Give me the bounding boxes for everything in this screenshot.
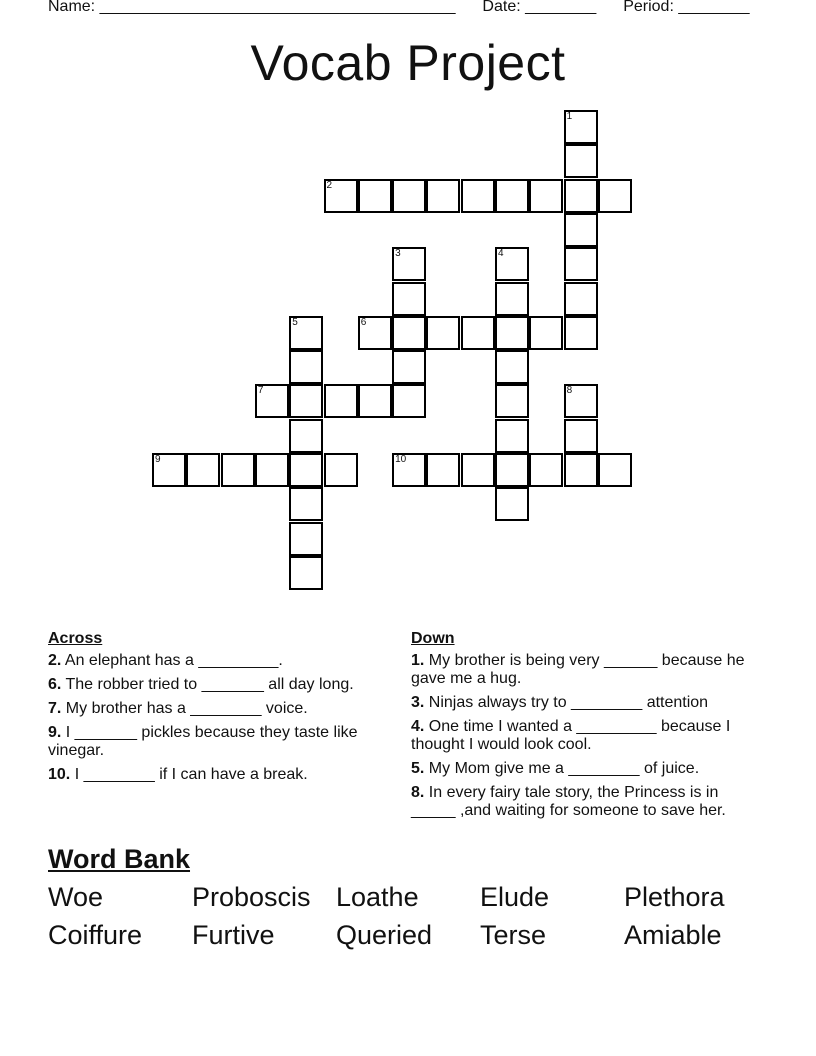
clue-number: 2	[326, 179, 333, 191]
crossword-cell[interactable]	[598, 453, 632, 487]
crossword-cell[interactable]	[564, 453, 598, 487]
crossword-cell[interactable]	[255, 384, 289, 418]
down-clue-list	[411, 652, 751, 820]
crossword-cell[interactable]	[564, 247, 598, 281]
down-clues	[411, 630, 751, 826]
down-heading: Down	[411, 630, 455, 647]
word-bank-word: Proboscis	[192, 882, 311, 912]
crossword-cell[interactable]	[392, 453, 426, 487]
crossword-cell[interactable]	[289, 316, 323, 350]
across-clue	[48, 766, 388, 784]
clue-number: 8.	[411, 784, 425, 801]
clue-number: 8	[566, 385, 573, 397]
clue-number: 1.	[411, 652, 425, 669]
crossword-cell[interactable]	[289, 384, 323, 418]
crossword-cell[interactable]	[564, 144, 598, 178]
crossword-cell[interactable]	[564, 316, 598, 350]
crossword-cell[interactable]	[495, 247, 529, 281]
word-bank-word: Plethora	[624, 882, 725, 912]
crossword-cell[interactable]	[461, 453, 495, 487]
across-clue	[48, 652, 388, 670]
crossword-cell[interactable]	[324, 453, 358, 487]
crossword-cell[interactable]	[495, 316, 529, 350]
across-clues	[48, 630, 388, 790]
crossword-cell[interactable]	[564, 419, 598, 453]
crossword-cell[interactable]	[426, 453, 460, 487]
crossword-cell[interactable]	[255, 453, 289, 487]
clue-text: My brother has a ________ voice.	[61, 700, 308, 717]
crossword-cell[interactable]	[358, 179, 392, 213]
crossword-cell[interactable]	[221, 453, 255, 487]
crossword-cell[interactable]	[495, 453, 529, 487]
word-bank-word: Queried	[336, 920, 433, 950]
crossword-cell[interactable]	[289, 453, 323, 487]
clue-number: 6	[360, 316, 367, 328]
clue-number: 4.	[411, 718, 425, 735]
clue-text: One time I wanted a _________ because I thought I would look cool.	[411, 718, 731, 753]
crossword-cell[interactable]	[392, 247, 426, 281]
across-heading: Across	[48, 630, 103, 647]
word-bank-word: Elude	[480, 882, 550, 912]
down-clue	[411, 718, 751, 754]
across-clue	[48, 676, 388, 694]
crossword-cell[interactable]	[564, 384, 598, 418]
crossword-cell[interactable]	[461, 179, 495, 213]
clue-text: I _______ pickles because they taste like vinegar.	[48, 724, 358, 759]
date-field[interactable]: Date: ________	[482, 0, 597, 15]
across-clue	[48, 724, 388, 760]
crossword-cell[interactable]	[152, 453, 186, 487]
crossword-cell[interactable]	[324, 384, 358, 418]
crossword-cell[interactable]	[392, 179, 426, 213]
clue-number: 9.	[48, 724, 62, 741]
word-bank-word: Woe	[48, 882, 104, 912]
crossword-cell[interactable]	[564, 213, 598, 247]
crossword-cell[interactable]	[426, 316, 460, 350]
crossword-cell[interactable]	[495, 384, 529, 418]
word-bank-word: Furtive	[192, 920, 275, 950]
word-bank-word: Amiable	[624, 920, 722, 950]
crossword-cell[interactable]	[392, 316, 426, 350]
clue-text: My Mom give me a ________ of juice.	[424, 760, 700, 777]
clue-number: 10.	[48, 766, 71, 783]
crossword-cell[interactable]	[426, 179, 460, 213]
crossword-cell[interactable]	[289, 419, 323, 453]
word-bank-word: Loathe	[336, 882, 419, 912]
down-clue	[411, 652, 751, 688]
crossword-cell[interactable]	[324, 179, 358, 213]
clue-number: 1	[566, 111, 573, 122]
across-clue	[48, 700, 388, 718]
crossword-cell[interactable]	[598, 179, 632, 213]
clue-text: In every fairy tale story, the Princess is in _____ ,and waiting for someone to save her.	[411, 784, 726, 819]
clue-number: 2.	[48, 652, 62, 669]
crossword-cell[interactable]	[186, 453, 220, 487]
crossword-cell[interactable]	[358, 316, 392, 350]
crossword-cell[interactable]	[564, 179, 598, 213]
crossword-cell[interactable]	[289, 487, 323, 521]
crossword-cell[interactable]	[564, 282, 598, 316]
clue-number: 3	[395, 248, 401, 260]
down-clue	[411, 784, 751, 820]
clue-number: 10	[395, 454, 407, 465]
clue-number: 4	[498, 248, 504, 260]
crossword-cell[interactable]	[461, 316, 495, 350]
crossword-cell[interactable]	[392, 282, 426, 316]
crossword-cell[interactable]	[495, 419, 529, 453]
clue-number: 3.	[411, 694, 425, 711]
crossword-cell[interactable]	[358, 384, 392, 418]
clue-text: My brother is being very ______ because he gave me a hug.	[411, 652, 745, 687]
crossword-cell[interactable]	[289, 350, 323, 384]
clue-number: 5	[292, 316, 298, 328]
down-clue	[411, 760, 751, 778]
clue-number: 6.	[48, 676, 62, 693]
crossword-cell[interactable]	[564, 110, 598, 144]
across-clue-list	[48, 652, 388, 784]
clue-text: The robber tried to _______ all day long.	[61, 676, 354, 693]
crossword-cell[interactable]	[529, 179, 563, 213]
crossword-cell[interactable]	[289, 556, 323, 590]
crossword-cell[interactable]	[529, 453, 563, 487]
crossword-cell[interactable]	[392, 384, 426, 418]
crossword-cell[interactable]	[495, 487, 529, 521]
clue-text: An elephant has a _________.	[61, 652, 283, 669]
clue-number: 9	[155, 454, 161, 465]
crossword-cell[interactable]	[529, 316, 563, 350]
word-bank-word: Terse	[480, 920, 547, 950]
clue-text: Ninjas always try to ________ attention	[424, 694, 709, 711]
clue-number: 7	[257, 385, 264, 397]
name-field[interactable]: Name: ________________________________________	[48, 0, 456, 15]
clue-number: 7.	[48, 700, 62, 717]
period-field[interactable]: Period: ________	[623, 0, 750, 15]
clue-number: 5.	[411, 760, 425, 777]
word-bank-title: Word Bank	[48, 844, 191, 874]
crossword-cell[interactable]	[289, 522, 323, 556]
page-title: Vocab Project	[250, 35, 566, 91]
word-bank-word: Coiffure	[48, 920, 143, 950]
crossword-cell[interactable]	[495, 350, 529, 384]
crossword-cell[interactable]	[392, 350, 426, 384]
clue-text: I ________ if I can have a break.	[70, 766, 308, 783]
crossword-cell[interactable]	[495, 179, 529, 213]
down-clue	[411, 694, 751, 712]
crossword-cell[interactable]	[495, 282, 529, 316]
